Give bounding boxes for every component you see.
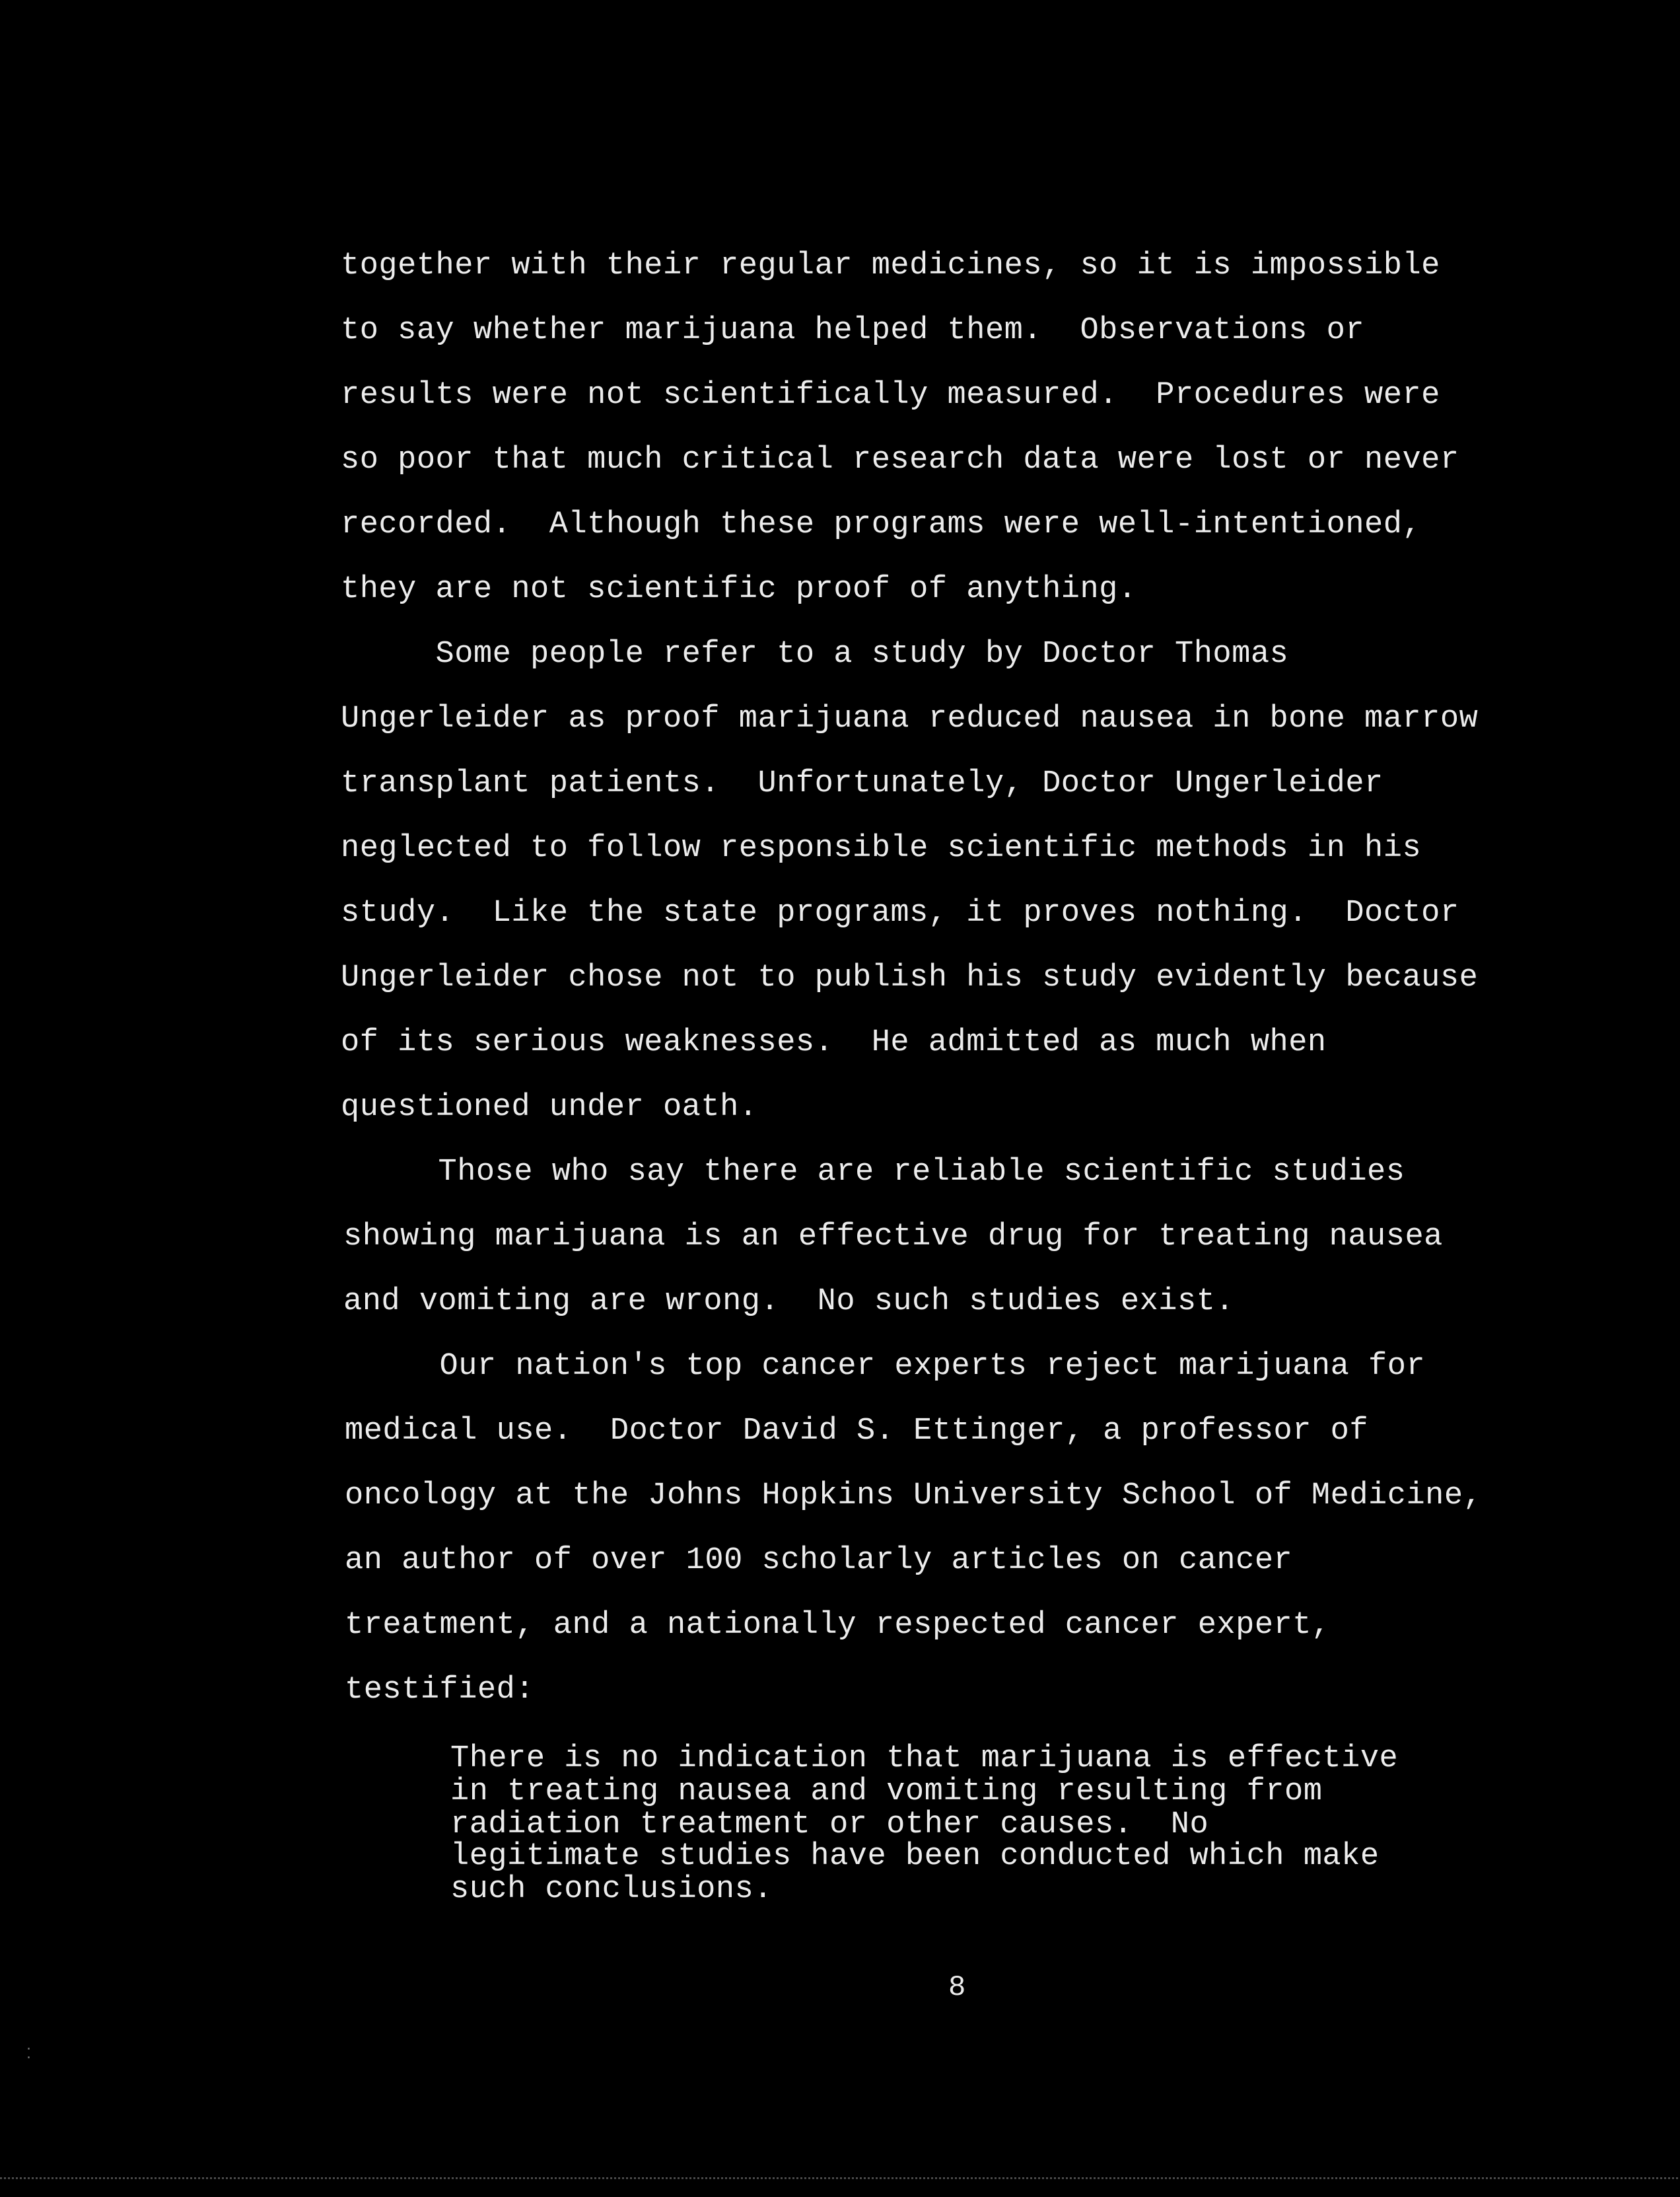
text-line: results were not scientifically measured. Procedures were (341, 378, 1440, 413)
quote-line: such conclusions. (450, 1872, 773, 1907)
text-line: Some people refer to a study by Doctor Thomas (341, 637, 1289, 672)
text-line: so poor that much critical research data were lost or never (341, 443, 1459, 478)
text-line: recorded. Although these programs were well-intentioned, (341, 507, 1422, 542)
text-line: they are not scientific proof of anything. (341, 572, 1137, 607)
page-number: 8 (948, 1971, 966, 2004)
text-line: oncology at the Johns Hopkins University School of Medicine, (345, 1478, 1483, 1513)
text-line: medical use. Doctor David S. Ettinger, a professor of (345, 1414, 1369, 1449)
text-line: and vomiting are wrong. No such studies exist. (343, 1284, 1235, 1319)
quote-line: radiation treatment or other causes. No (450, 1807, 1209, 1842)
scan-artifact-mark: ⁚ (26, 2046, 31, 2063)
scan-edge-line (0, 2177, 1680, 2179)
text-line: showing marijuana is an effective drug for treating nausea (343, 1219, 1443, 1254)
text-line: questioned under oath. (341, 1090, 758, 1125)
text-line: Ungerleider chose not to publish his study evidently because (341, 960, 1479, 995)
text-line: treatment, and a nationally respected cancer expert, (345, 1608, 1331, 1643)
text-line: study. Like the state programs, it proves nothing. Doctor (341, 896, 1459, 931)
quote-line: There is no indication that marijuana is effective (450, 1741, 1399, 1776)
text-line: transplant patients. Unfortunately, Doctor Ungerleider (341, 766, 1383, 801)
text-line: of its serious weaknesses. He admitted as much when (341, 1025, 1327, 1060)
text-line: Our nation's top cancer experts reject marijuana for (345, 1349, 1426, 1384)
text-line: to say whether marijuana helped them. Observations or (341, 313, 1365, 348)
text-line: neglected to follow responsible scientific methods in his (341, 831, 1422, 866)
quote-line: in treating nausea and vomiting resulting from (450, 1774, 1323, 1809)
text-line: together with their regular medicines, so it is impossible (341, 248, 1440, 283)
text-line: an author of over 100 scholarly articles on cancer (345, 1543, 1293, 1578)
text-line: Those who say there are reliable scientific studies (343, 1155, 1405, 1190)
text-line: testified: (345, 1673, 535, 1708)
text-line: Ungerleider as proof marijuana reduced nausea in bone marrow (341, 702, 1479, 737)
quote-line: legitimate studies have been conducted which make (450, 1839, 1380, 1874)
